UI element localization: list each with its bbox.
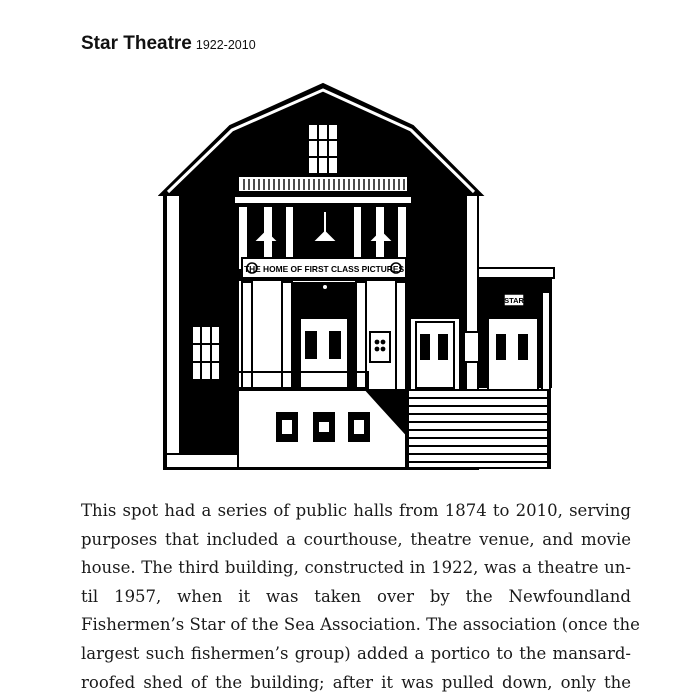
banner: [242, 258, 406, 278]
star-theatre-illustration: [158, 82, 558, 470]
left-window: [192, 326, 220, 380]
front-doors: [300, 318, 348, 388]
text-line: Fishermen’s Star of the Sea Association. The association (once the: [81, 615, 640, 635]
text-line: roofed shed of the building; after it was pulled down, only the: [81, 672, 631, 692]
poster-frame: [370, 332, 390, 362]
text-line: purposes that included a courthouse, theatre venue, and movie: [81, 529, 631, 549]
sign-text: STAR: [504, 296, 524, 305]
years-label: 1922-2010: [195, 38, 256, 52]
text-line: til 1957, when it was taken over by the Newfoundland: [81, 586, 631, 606]
banner-text: THE HOME OF FIRST CLASS PICTURES: [243, 264, 405, 274]
text-line: largest such fishermen’s group) added a portico to the mansard-: [81, 643, 631, 663]
body-paragraph: [81, 497, 640, 697]
balustrade: [234, 176, 412, 204]
text-line: house. The third building, constructed in 1922, was a theatre un-: [81, 558, 631, 578]
page-title: Star Theatre: [81, 33, 192, 54]
attic-window: [308, 124, 338, 174]
text-line: This spot had a series of public halls from 1874 to 2010, serving: [81, 501, 631, 520]
steps: [408, 390, 548, 468]
heading: [81, 33, 256, 55]
left-pilaster: [168, 197, 178, 462]
